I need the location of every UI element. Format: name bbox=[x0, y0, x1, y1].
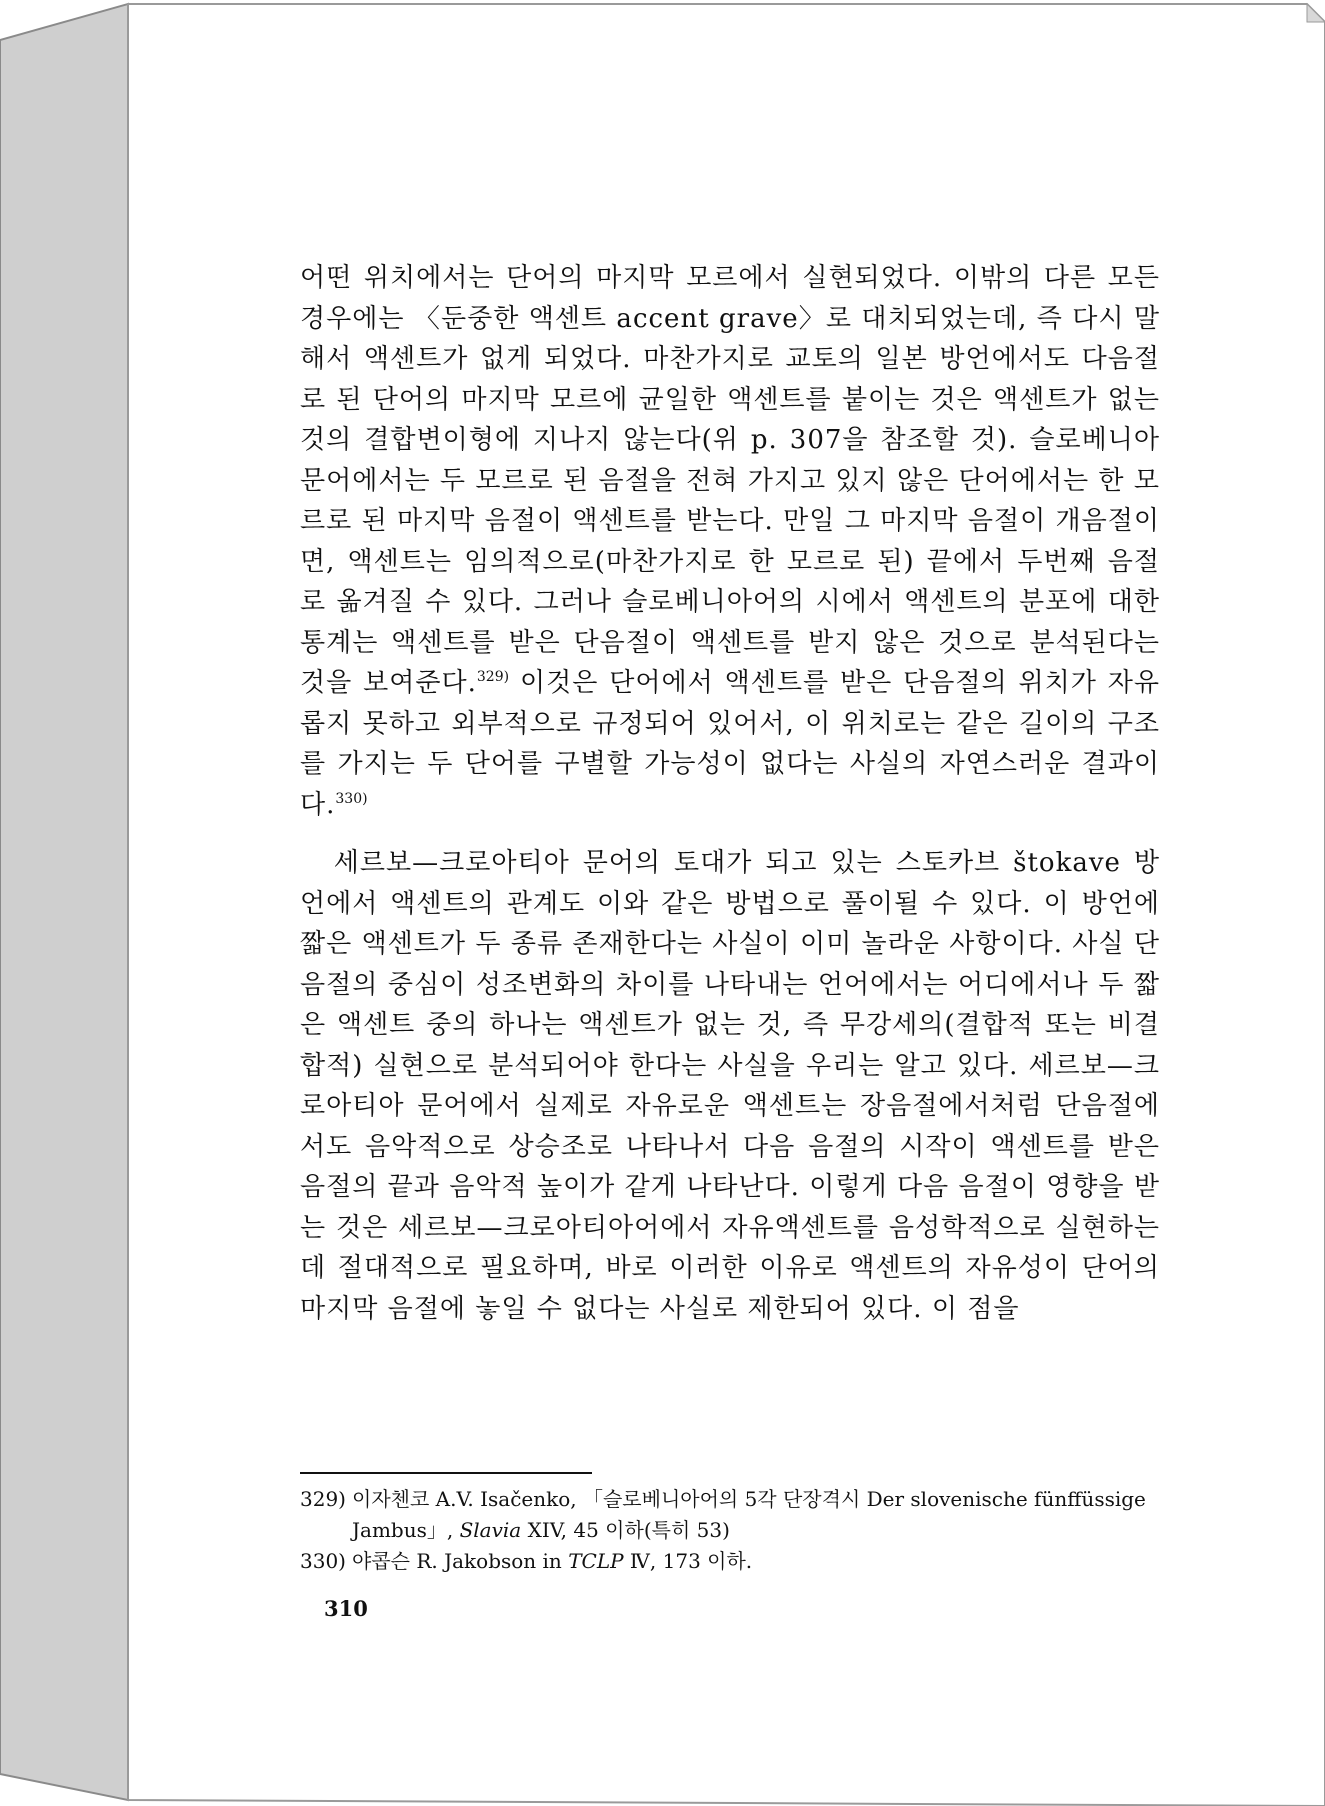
footnote-journal: Slavia bbox=[459, 1518, 522, 1542]
footnote-330 bbox=[300, 1546, 1160, 1577]
footnote-text-end: XIV, 45 이하(특히 53) bbox=[521, 1518, 730, 1542]
paragraph-2: 세르보—크로아티아 문어의 토대가 되고 있는 스토카브 štokave 방언에서 액센트의 관계도 이와 같은 방법으로 풀이될 수 있다. 이 방언에 짧은 액센트가 두 종류 존재한다는 사실이 이미 놀라운 사항이다. 사실 단음절의 중심이 성조변화의 차이를 나타내는 언어에서는 어디에서나 두 짧은 액센트 중의 하나는 액센트가 없는 것, 즉 무강세의(결합적 또는 비결합적) 실현으로 분석되어야 한다는 사실을 우리는 알고 있다. 세르보—크로아티아 문어에서 실제로 자유로운 액센트는 장음절에서처럼 단음절에서도 음악적으로 상승조로 나타나서 다음 음절의 시작이 액센트를 받은 음절의 끝과 음악적 높이가 같게 나타난다. 이렇게 다음 음절이 영향을 받는 것은 세르보—크로아티아어에서 자유액센트를 음성학적으로 실현하는 데 절대적으로 필요하며, 바로 이러한 이유로 액센트의 자유성이 단어의 마지막 음절에 놓일 수 없다는 사실로 제한되어 있다. 이 점을 bbox=[300, 848, 1160, 1324]
paragraph-1 bbox=[300, 258, 1160, 825]
footnote-ref-330: 330) bbox=[335, 790, 368, 807]
page-number: 310 bbox=[324, 1596, 368, 1621]
footnote-text: 이자첸코 A.V. Isačenko, 「슬로베니아어의 5각 단장격시 Der slovenische fünffüssige Jambus」, bbox=[352, 1487, 1146, 1542]
paragraph-1-text-a: 어떤 위치에서는 단어의 마지막 모르에서 실현되었다. 이밖의 다른 모든 경우에는 〈둔중한 액센트 accent grave〉로 대치되었는데, 즉 다시 말해서 액센트가 없게 되었다. 마찬가지로 교토의 일본 방언에서도 다음절로 된 단어의 마지막 모르에 균일한 액센트를 붙이는 것은 액센트가 없는 것의 결합변이형에 지나지 않는다(위 p. 307을 참조할 것). 슬로베니아 문어에서는 두 모르로 된 음절을 전혀 가지고 있지 않은 단어에서는 한 모르로 된 마지막 음절이 액센트를 받는다. 만일 그 마지막 음절이 개음절이면, 액센트는 임의적으로(마찬가지로 한 모르로 된) 끝에서 두번째 음절로 옮겨질 수 있다. 그러나 슬로베니아어의 시에서 액센트의 분포에 대한 통계는 액센트를 받은 단음절이 액센트를 받지 않은 것으로 분석된다는 것을 보여준다. bbox=[300, 263, 1160, 698]
footnote-329 bbox=[300, 1484, 1160, 1546]
paragraph-1-text-b: 이것은 단어에서 액센트를 받은 단음절의 위치가 자유롭지 못하고 외부적으로 규정되어 있어서, 이 위치로는 같은 길이의 구조를 가지는 두 단어를 구별할 가능성이 없다는 사실의 자연스러운 결과이다. bbox=[300, 668, 1160, 820]
footnotes bbox=[300, 1484, 1160, 1577]
footnote-divider bbox=[300, 1472, 592, 1474]
footnote-text-end: Ⅳ, 173 이하. bbox=[623, 1549, 753, 1573]
body-text bbox=[300, 258, 1160, 1329]
footnote-journal: TCLP bbox=[568, 1549, 624, 1573]
footnote-text: 야콥슨 R. Jakobson in bbox=[352, 1549, 569, 1573]
footnote-number: 330) bbox=[300, 1549, 346, 1573]
footnote-number: 329) bbox=[300, 1487, 346, 1511]
footnote-ref-329: 329) bbox=[476, 669, 510, 685]
